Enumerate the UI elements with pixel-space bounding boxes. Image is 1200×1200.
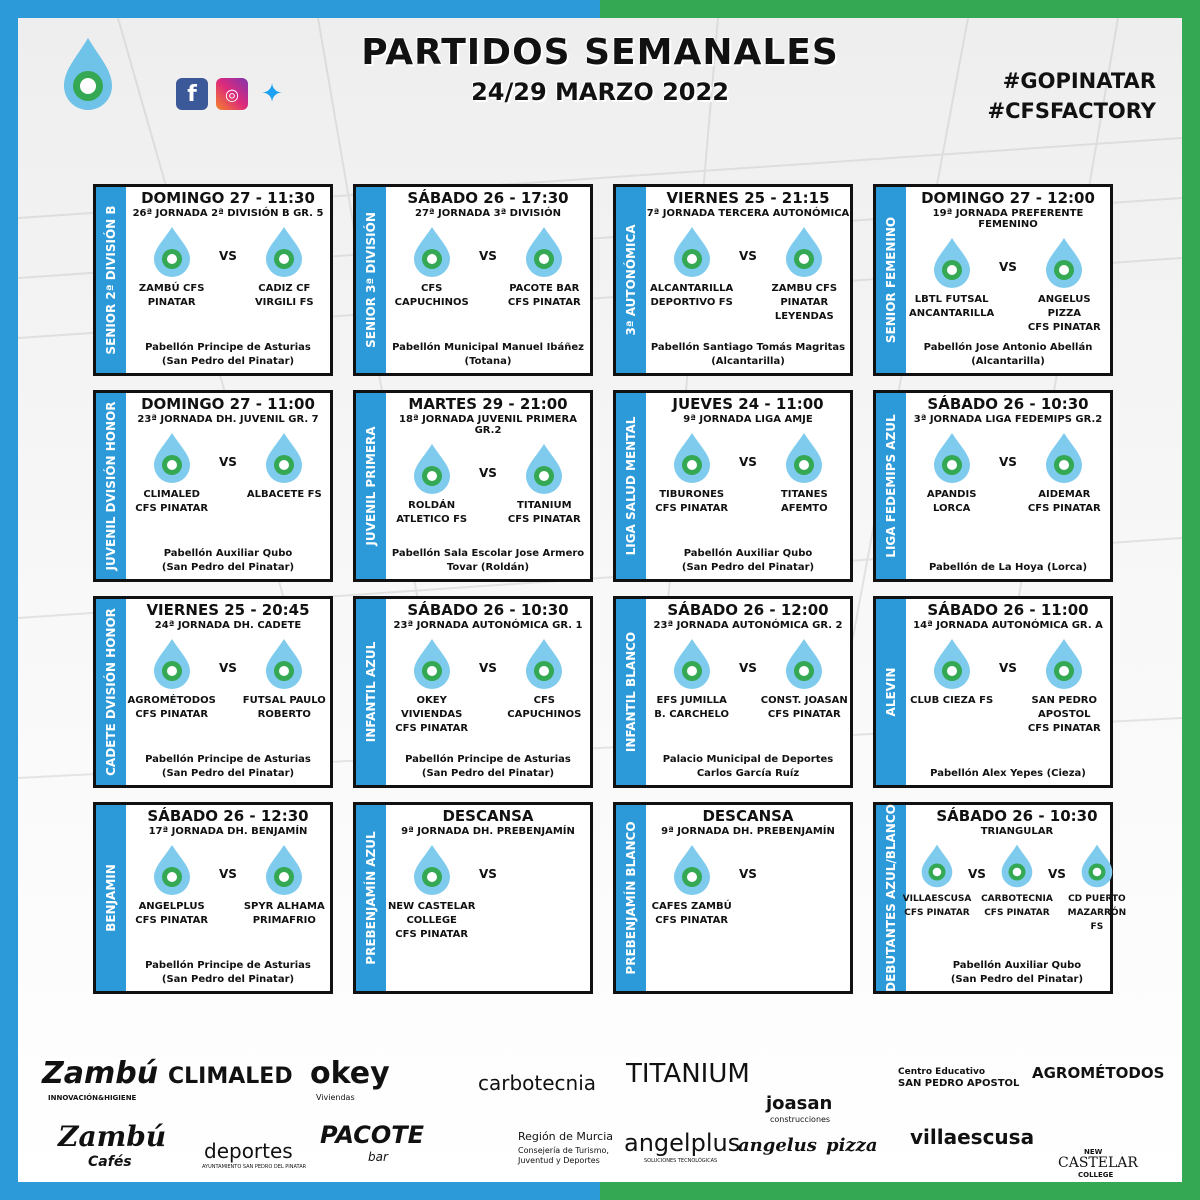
home-crest-icon [405,225,459,279]
match-round: 17ª JORNADA DH. BENJAMÍN [148,826,308,837]
category-label: SENIOR 2ª DIVISIÓN B [104,205,118,355]
team-crest-icon [914,843,960,889]
match-datetime: SÁBADO 26 - 17:30 [407,189,569,207]
vs-label: VS [479,661,497,675]
home-team-name: NEW CASTELAR COLLEGE CFS PINATAR [387,901,476,940]
facebook-icon[interactable]: f [176,78,208,110]
sponsor-zambu-cafes: Zambú [58,1120,167,1153]
vs-label: VS [739,867,757,881]
sponsor-pacote-sub: bar [368,1150,388,1164]
match-round: TRIANGULAR [980,826,1054,837]
match-body [646,187,850,373]
match-datetime: DOMINGO 27 - 12:00 [921,189,1095,207]
home-team [908,431,996,516]
category-label: SENIOR FEMENINO [884,216,898,344]
home-crest-icon [405,637,459,691]
match-card[interactable] [93,802,333,994]
match-venue: Pabellón Municipal Manuel Ibáñez (Totana) [392,342,584,367]
sponsor-cafes: Cafés [88,1154,132,1170]
match-teams [126,637,330,741]
home-team-name: ALCANTARILLA DEPORTIVO FS [650,283,734,308]
away-team-name: CADIZ CF VIRGILI FS [254,283,314,308]
match-body [646,599,850,785]
category-label: BENJAMIN [104,864,118,932]
vs-label: VS [968,867,986,881]
category-tab [96,805,126,991]
sponsor-villaescusa: villaescusa [910,1125,1035,1149]
match-body [906,187,1110,373]
away-team [760,225,848,324]
match-card[interactable] [873,802,1127,994]
team-name: CD PUERTO MAZARRÓN FS [1067,894,1127,932]
match-body [646,393,850,579]
home-team [908,236,996,321]
match-venue: Pabellón Sala Escolar Jose Armero Tovar (Roldán) [391,548,585,573]
away-crest-icon [1037,431,1091,485]
away-team [500,442,588,527]
vs-label: VS [219,661,237,675]
sponsor-angelplus-sub: SOLUCIONES TECNOLÓGICAS [644,1158,718,1164]
home-crest-icon [665,225,719,279]
match-body [126,187,330,373]
vs-label: VS [219,867,237,881]
category-tab [616,805,646,991]
match-datetime: SÁBADO 26 - 12:30 [147,807,309,825]
category-label: PREBENJAMÍN AZUL [364,831,378,965]
match-teams [386,843,590,947]
match-teams [646,843,850,947]
match-venue: Pabellón Principe de Asturias (San Pedro del Pinatar) [145,342,311,367]
home-team-name: ZAMBÚ CFS PINATAR [138,283,205,308]
home-crest-icon [665,637,719,691]
team-name: VILLAESCUSA CFS PINATAR [902,894,972,918]
home-crest-icon [145,225,199,279]
match-card[interactable] [353,390,593,582]
away-team-name: AIDEMAR CFS PINATAR [1027,489,1101,514]
home-team-name: OKEY VIVIENDAS CFS PINATAR [395,695,469,734]
match-venue: Palacio Municipal de Deportes Carlos García Ruíz [662,754,834,779]
match-teams [646,637,850,741]
home-team-name: LBTL FUTSAL ANCANTARILLA [909,294,995,319]
sponsor-angelus: angelus [738,1135,817,1156]
sponsor-zambu: Zambú [42,1056,159,1091]
away-team [500,843,588,846]
home-crest-icon [145,637,199,691]
sponsor-newcastelar-3: COLLEGE [1078,1171,1114,1179]
home-team-name: AGROMÉTODOS CFS PINATAR [127,695,216,720]
vs-label: VS [219,249,237,263]
home-team-name: TIBURONES CFS PINATAR [655,489,729,514]
match-round: 9ª JORNADA DH. PREBENJAMÍN [661,826,835,837]
vs-label: VS [739,249,757,263]
category-tab [876,599,906,785]
vs-label: VS [1047,867,1066,881]
match-teams [386,637,590,741]
home-crest-icon [665,843,719,897]
match-card[interactable] [613,596,853,788]
away-team [1020,236,1108,335]
away-crest-icon [257,637,311,691]
match-venue: Pabellón Principe de Asturias (San Pedro del Pinatar) [145,754,311,779]
match-teams [386,225,590,329]
match-teams [126,225,330,329]
away-crest-icon [257,225,311,279]
team-name: CARBOTECNIA CFS PINATAR [981,894,1053,918]
vs-label: VS [739,455,757,469]
category-tab [96,599,126,785]
match-datetime: MARTES 29 - 21:00 [408,395,568,413]
match-round: 19ª JORNADA PREFERENTE FEMENINO [932,208,1084,230]
home-crest-icon [405,843,459,897]
sponsor-angelplus: angelplus [624,1129,741,1157]
sponsor-climaled: CLIMALED [168,1064,293,1089]
category-tab [96,393,126,579]
sponsor-okey-sub: Viviendas [316,1093,355,1102]
sponsor-murcia-2: Consejería de Turismo, Juventud y Deportes [518,1146,609,1165]
category-label: CADETE DVISIÓN HONOR [104,608,118,776]
category-label: SENIOR 3ª DIVISIÓN [364,212,378,348]
home-team [388,442,476,527]
category-label: INFANTIL BLANCO [624,631,638,753]
match-teams [646,431,850,535]
home-team [128,225,216,310]
category-tab [356,805,386,991]
match-datetime: DESCANSA [442,807,534,825]
match-card[interactable] [353,802,593,994]
sponsor-joasan-sub: construcciones [770,1115,831,1124]
match-datetime: DOMINGO 27 - 11:30 [141,189,315,207]
match-venue: Pabellón Jose Antonio Abellán (Alcantarilla) [923,342,1093,367]
sponsor-sanpedro-1: Centro Educativo [898,1067,986,1077]
match-card[interactable] [873,390,1113,582]
away-crest-icon [517,637,571,691]
away-team-name: PACOTE BAR CFS PINATAR [507,283,581,308]
page-title: PARTIDOS SEMANALES [361,32,839,73]
home-crest-icon [925,236,979,290]
match-card[interactable] [353,596,593,788]
match-body [126,599,330,785]
match-body [902,805,1128,991]
away-team-name: FUTSAL PAULO ROBERTO [242,695,326,720]
home-team [388,637,476,736]
away-team [1020,431,1108,516]
category-tab [616,599,646,785]
home-crest-icon [405,442,459,496]
home-team [388,225,476,310]
match-body [386,187,590,373]
sponsor-sanpedro-2: SAN PEDRO APOSTOL [898,1078,1020,1089]
sponsor-carbotecnia: carbotecnia [478,1071,597,1095]
category-label: PREBENJAMÍN BLANCO [624,821,638,975]
sponsor-titanium: TITANIUM [626,1059,750,1089]
home-team-name: EFS JUMILLA B. CARCHELO [654,695,730,720]
away-team [760,637,848,722]
match-body [126,805,330,991]
away-team-name: ANGELUS PIZZA CFS PINATAR [1027,294,1101,333]
away-team [240,637,328,722]
match-card[interactable] [873,184,1113,376]
match-venue: Pabellón Auxiliar Qubo (San Pedro del Pinatar) [950,960,1084,985]
category-label: INFANTIL AZUL [364,641,378,743]
match-card[interactable] [93,596,333,788]
home-team [388,843,476,942]
team-1 [902,843,972,920]
category-label: ALEVIN [884,667,898,717]
match-body [386,393,590,579]
match-body [126,393,330,579]
home-team [128,637,216,722]
category-tab [616,187,646,373]
away-team [500,637,588,722]
poster [18,18,1182,1182]
away-team-name: SPYR ALHAMA PRIMAFRIO [243,901,325,926]
match-card[interactable] [613,802,853,994]
sponsor-joasan: joasan [766,1093,833,1114]
match-teams [902,843,1128,947]
category-tab [356,187,386,373]
match-card[interactable] [613,184,853,376]
home-team [648,225,736,310]
match-teams [126,431,330,535]
vs-label: VS [479,466,497,480]
category-tab [356,599,386,785]
away-crest-icon [257,431,311,485]
sponsor-pizza: pizza [826,1135,878,1156]
match-teams [906,637,1110,741]
home-crest-icon [665,431,719,485]
team-crest-icon [994,843,1040,889]
vs-label: VS [479,867,497,881]
match-venue: Pabellón Auxiliar Qubo (San Pedro del Pinatar) [161,548,295,573]
home-crest-icon [145,843,199,897]
match-venue: Pabellón de La Hoya (Lorca) [928,562,1088,573]
home-team-name: CLUB CIEZA FS [910,695,994,706]
home-crest-icon [145,431,199,485]
home-team-name: CFS CAPUCHINOS [394,283,469,308]
match-datetime: SÁBADO 26 - 11:00 [927,601,1089,619]
category-tab [616,393,646,579]
category-label: LIGA FEDEMIPS AZUL [884,414,898,558]
home-team-name: CLIMALED CFS PINATAR [135,489,209,514]
sponsor-newcastelar-2: CASTELAR [1058,1155,1138,1171]
home-team-name: ANGELPLUS CFS PINATAR [135,901,209,926]
vs-label: VS [739,661,757,675]
instagram-icon[interactable]: ◎ [216,78,248,110]
away-team-name: SAN PEDRO APOSTOL CFS PINATAR [1027,695,1101,734]
home-crest-icon [925,431,979,485]
match-round: 23ª JORNADA AUTONÓMICA GR. 1 [393,620,583,631]
sponsor-agrometodos: AGROMÉTODOS [1032,1064,1165,1082]
away-team [240,431,328,502]
category-tab [876,805,906,991]
vs-label: VS [479,249,497,263]
away-team-name: ALBACETE FS [246,489,322,500]
vs-label: VS [999,260,1017,274]
hashtag-cfsfactory[interactable]: #CFSFACTORY [987,99,1156,123]
vs-label: VS [999,661,1017,675]
home-team [128,431,216,516]
match-body [906,393,1110,579]
away-team [240,843,328,928]
match-body [646,805,850,991]
match-venue: Pabellón Santiago Tomás Magritas (Alcantarilla) [650,342,846,367]
match-round: 9ª JORNADA DH. PREBENJAMÍN [401,826,575,837]
category-label: JUVENIL PRIMERA [364,426,378,546]
away-team-name: ZAMBU CFS PINATAR LEYENDAS [771,283,838,322]
home-team [648,843,736,928]
away-crest-icon [517,225,571,279]
match-body [906,599,1110,785]
sponsor-deportes: deportes [204,1139,293,1163]
category-tab [876,187,906,373]
match-grid [93,184,1157,994]
hashtags [988,66,1156,126]
match-datetime: SÁBADO 26 - 10:30 [936,807,1098,825]
home-team [648,431,736,516]
match-teams [646,225,850,329]
sponsor-zambu-tag: INNOVACIÓN&HIGIENE [48,1094,137,1102]
match-round: 9ª JORNADA LIGA AMJE [683,414,813,425]
away-team-name: CFS CAPUCHINOS [507,695,582,720]
match-venue: Pabellón Principe de Asturias (San Pedro del Pinatar) [405,754,571,779]
match-card[interactable] [613,390,853,582]
match-round: 24ª JORNADA DH. CADETE [154,620,302,631]
match-datetime: DESCANSA [702,807,794,825]
date-range: 24/29 MARZO 2022 [471,78,729,106]
match-card[interactable] [873,596,1113,788]
away-crest-icon [1037,236,1091,290]
sponsor-newcastelar-1: NEW [1084,1148,1103,1156]
match-round: 27ª JORNADA 3ª DIVISIÓN [415,208,561,219]
away-crest-icon [257,843,311,897]
team-2 [981,843,1053,920]
match-card[interactable] [93,184,333,376]
vs-label: VS [999,455,1017,469]
home-crest-icon [925,637,979,691]
twitter-icon[interactable]: ✦ [261,79,283,109]
team-crest-icon [1074,843,1120,889]
away-team-name: TITANES AFEMTO [780,489,828,514]
away-team-name: CONST. JOASAN CFS PINATAR [760,695,848,720]
sponsor-deportes-sub: AYUNTAMIENTO SAN PEDRO DEL PINATAR [202,1164,307,1170]
match-round: 7ª JORNADA TERCERA AUTONÓMICA [646,208,850,219]
match-card[interactable] [353,184,593,376]
category-label: DEBUTANTES AZUL/BLANCO [884,804,898,992]
team-3 [1066,843,1128,934]
home-team-name: APANDIS LORCA [926,489,977,514]
away-team [1020,637,1108,736]
sponsor-okey: okey [310,1056,390,1091]
away-crest-icon [777,431,831,485]
match-datetime: SÁBADO 26 - 12:00 [667,601,829,619]
match-datetime: DOMINGO 27 - 11:00 [141,395,315,413]
category-tab [356,393,386,579]
away-crest-icon [777,225,831,279]
match-round: 26ª JORNADA 2ª DIVISIÓN B GR. 5 [132,208,324,219]
match-datetime: VIERNES 25 - 20:45 [146,601,310,619]
away-crest-icon [517,442,571,496]
vs-label: VS [219,455,237,469]
match-venue: Pabellón Alex Yepes (Cieza) [930,768,1086,779]
away-team [760,843,848,846]
home-team [648,637,736,722]
match-round: 23ª JORNADA DH. JUVENIL GR. 7 [137,414,319,425]
match-round: 23ª JORNADA AUTONÓMICA GR. 2 [653,620,843,631]
sponsor-pacote: PACOTE [320,1121,425,1149]
match-venue: Pabellón Principe de Asturias (San Pedro del Pinatar) [145,960,311,985]
match-card[interactable] [93,390,333,582]
match-round: 14ª JORNADA AUTONÓMICA GR. A [913,620,1103,631]
category-label: 3ª AUTONÓMICA [624,224,638,336]
match-datetime: SÁBADO 26 - 10:30 [407,601,569,619]
match-teams [386,442,590,546]
match-body [386,599,590,785]
match-teams [906,236,1110,340]
away-team [500,225,588,310]
home-team-name: ROLDÁN ATLETICO FS [396,500,468,525]
away-crest-icon [1037,637,1091,691]
match-body [386,805,590,991]
match-teams [126,843,330,947]
away-team-name: TITANIUM CFS PINATAR [507,500,581,525]
category-label: LIGA SALUD MENTAL [624,416,638,556]
away-team [760,431,848,516]
category-tab [96,187,126,373]
match-datetime: SÁBADO 26 - 10:30 [927,395,1089,413]
away-team [240,225,328,310]
category-label: JUVENIL DVISIÓN HONOR [104,401,118,571]
home-team [128,843,216,928]
home-team [908,637,996,708]
category-tab [876,393,906,579]
match-round: 18ª JORNADA JUVENIL PRIMERA GR.2 [399,414,577,436]
home-team-name: CAFES ZAMBÚ CFS PINATAR [651,901,732,926]
hashtag-gopinatar[interactable]: #GOPINATAR [1002,69,1156,93]
match-venue: Pabellón Auxiliar Qubo (San Pedro del Pinatar) [681,548,815,573]
match-teams [906,431,1110,535]
match-datetime: JUEVES 24 - 11:00 [672,395,824,413]
match-datetime: VIERNES 25 - 21:15 [666,189,830,207]
match-round: 3ª JORNADA LIGA FEDEMIPS GR.2 [913,414,1103,425]
away-crest-icon [777,637,831,691]
sponsors-bar [18,1058,1182,1182]
sponsor-murcia-1: Región de Murcia [518,1130,613,1143]
